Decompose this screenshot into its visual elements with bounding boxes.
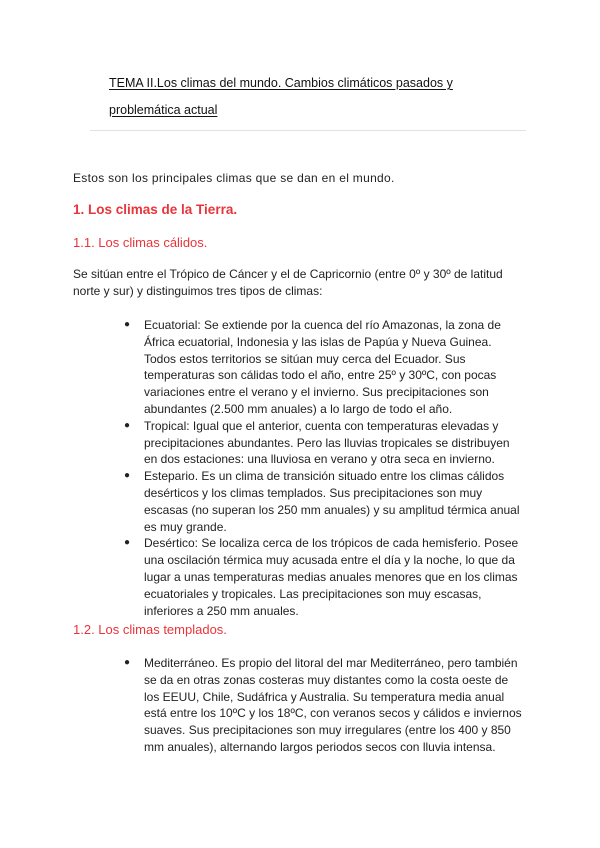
list-item-desertico: [0, 535, 522, 619]
page-title-text: TEMA II.Los climas del mundo. Cambios climáticos pasados y problemática actual: [109, 76, 453, 117]
bullet-icon: ●: [124, 537, 131, 549]
list-item-text: Ecuatorial: Se extiende por la cuenca del río Amazonas, la zona de África ecuatorial, Indonesia y las islas de Papúa y Nueva Guinea. Todos estos territorios se sitúan muy cerca del Ecuador. Sus temperaturas son cálidas todo el año, entre 25º y 30ºC, con pocas variaciones entre el verano y el invierno. Sus precipitaciones son abundantes (2.500 mm anuales) a lo largo de todo el año.: [144, 318, 501, 416]
bullet-icon: ●: [124, 319, 131, 330]
list-item-text: Tropical: Igual que el anterior, cuenta con temperaturas elevadas y precipitaciones abundantes. Pero las lluvias tropicales se distribuyen en dos estaciones: una lluviosa en verano y otra seca en invierno.: [144, 418, 510, 467]
list-item-text: Estepario. Es un clima de transición situado entre los climas cálidos desérticos y los climas templados. Sus precipitaciones son muy escasas (no superan los 250 mm anuales) y su amplitud térmica anual es muy grande.: [144, 469, 520, 534]
bullet-list-climas-calidos: [0, 317, 522, 619]
title-divider: [90, 130, 526, 131]
bullet-list-climas-templados: [0, 655, 522, 756]
intro-text: Estos son los principales climas que se dan en el mundo.: [73, 171, 395, 185]
list-item-text: Mediterráneo. Es propio del litoral del mar Mediterráneo, pero también se da en otras zonas costeras muy distantes como la costa oeste de los EEUU, Chile, Sudáfrica y Australia. Su temperatura media anual está entre los 10ºC y los 18ºC, con veranos secos y cálidos e inviernos suaves. Sus precipitaciones son muy irregulares (entre los 400 y 850 mm anuales), alternando largos periodos secos con lluvia intensa.: [144, 656, 522, 754]
section-heading-climas-tierra: 1. Los climas de la Tierra.: [73, 202, 238, 217]
list-item-mediterraneo: [0, 655, 522, 756]
subsection-heading-climas-calidos: 1.1. Los climas cálidos.: [73, 235, 208, 250]
list-item-ecuatorial: [0, 317, 522, 418]
bullet-icon: ●: [124, 470, 131, 482]
list-item-text: Desértico: Se localiza cerca de los trópicos de cada hemisferio. Posee una oscilación térmica muy acusada entre el día y la noche, lo que da lugar a unas temperaturas medias anuales menores que en los climas ecuatoriales y tropicales. Las precipitaciones son muy escasas, inferiores a 250 mm anuales.: [144, 536, 519, 618]
bullet-icon: ●: [124, 657, 131, 668]
bullet-icon: ●: [124, 419, 131, 431]
page-title: [109, 70, 509, 124]
paragraph-climas-calidos: Se sitúan entre el Trópico de Cáncer y el de Capricornio (entre 0º y 30º de latitud norte y sur) y distinguimos tres tipos de climas:: [73, 267, 503, 298]
subsection-heading-climas-templados: 1.2. Los climas templados.: [73, 622, 227, 637]
list-item-estepario: [0, 468, 522, 535]
list-item-tropical: [0, 418, 522, 468]
